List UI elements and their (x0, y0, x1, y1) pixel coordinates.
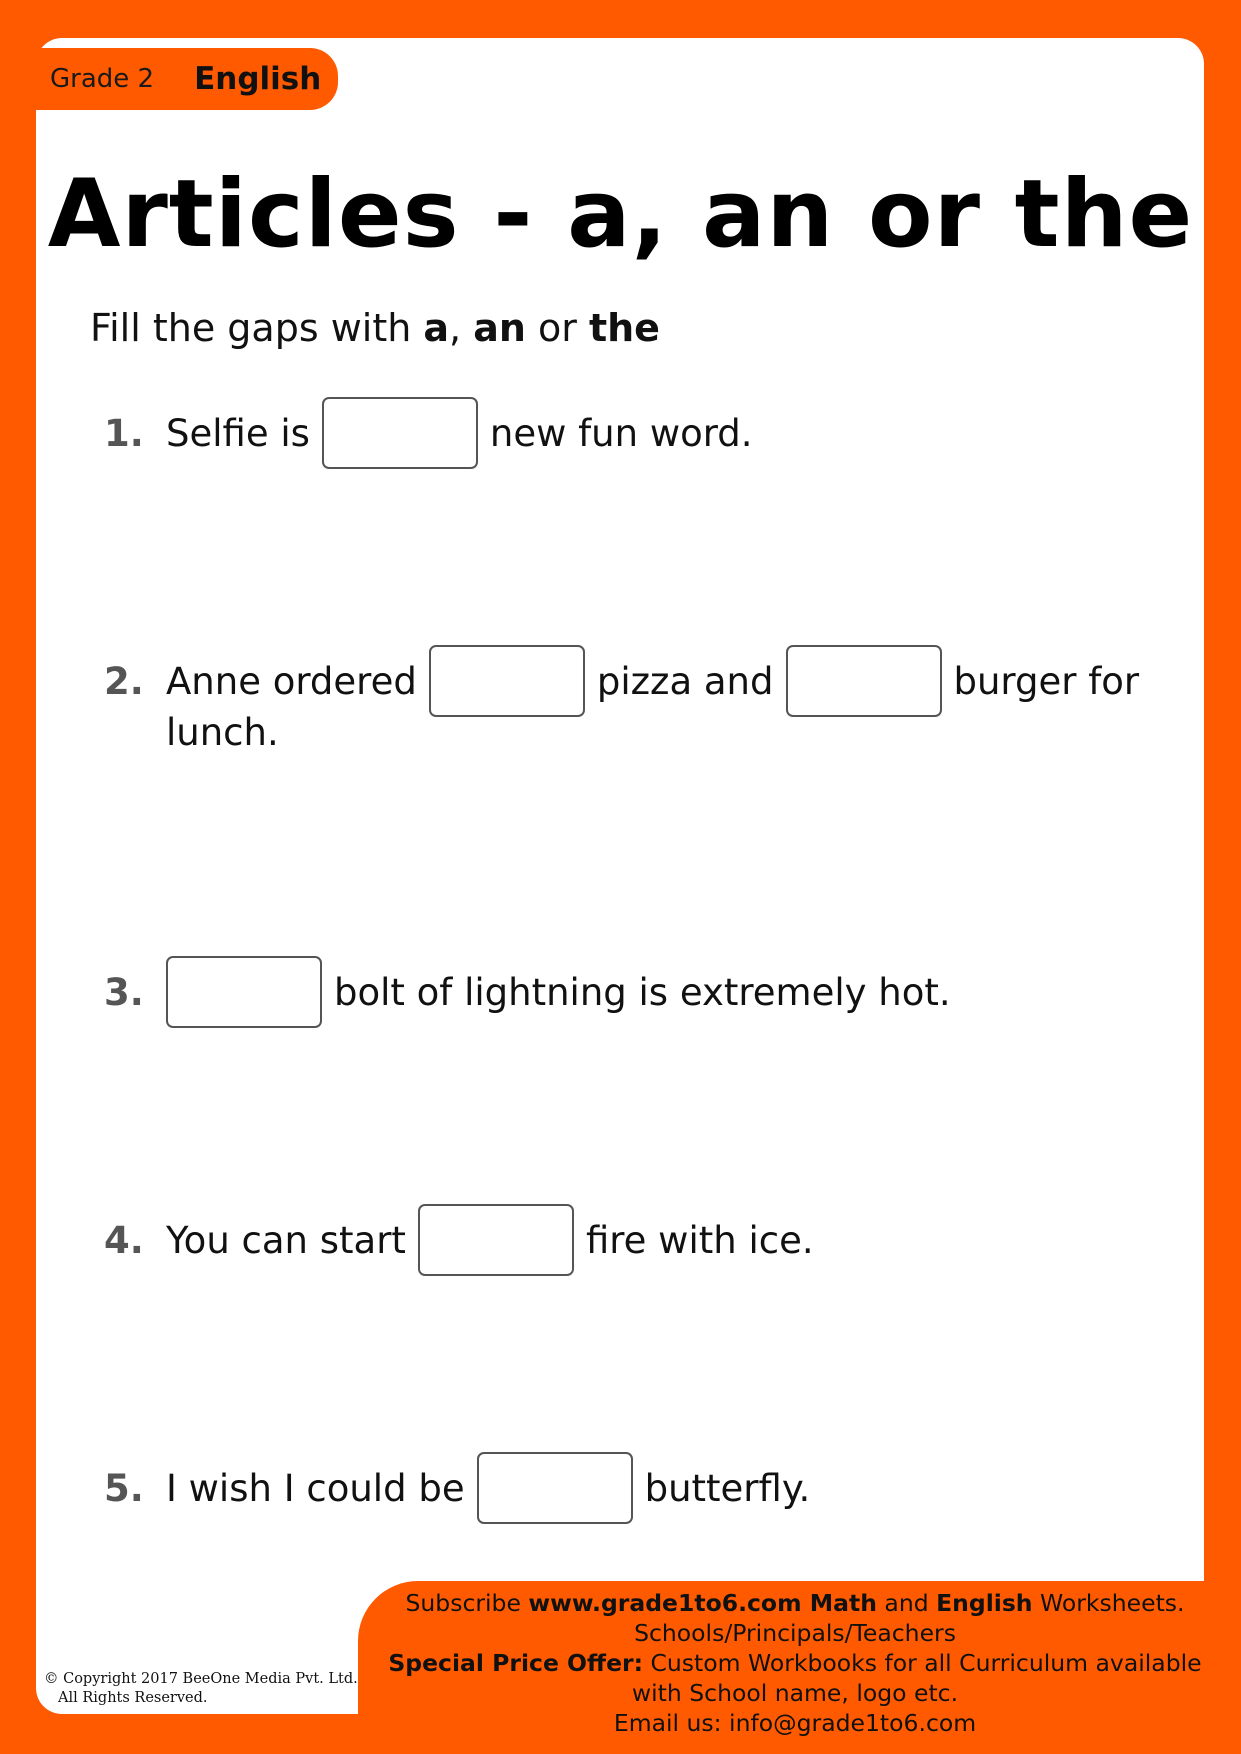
question-number: 1. (104, 411, 144, 455)
answer-blank[interactable] (477, 1452, 633, 1524)
answer-blank[interactable] (429, 645, 585, 717)
page-title: Articles - a, an or the (47, 160, 1194, 269)
footer-line-1 (380, 1588, 1210, 1618)
copyright-notice (44, 1670, 358, 1708)
question-text-after: fire with ice. (585, 1218, 814, 1262)
question-text-after: burger for (953, 659, 1140, 703)
question-text-before: I wish I could be (166, 1466, 465, 1510)
question-text-before: Anne ordered (166, 659, 417, 703)
instruction-a: a (423, 306, 450, 350)
instruction-comma: , (449, 306, 474, 350)
footer-english: English (936, 1589, 1033, 1617)
question-text-before: You can start (166, 1218, 406, 1262)
question-text-after: butterfly. (644, 1466, 811, 1510)
question-text-continuation: lunch. (166, 711, 279, 754)
footer-and: and (876, 1589, 937, 1617)
question-3 (104, 954, 951, 1030)
question-number: 2. (104, 659, 144, 703)
footer-worksheets: Worksheets. (1032, 1589, 1185, 1617)
footer-line-3 (380, 1648, 1210, 1678)
footer-line-2: Schools/Principals/Teachers (634, 1619, 956, 1647)
question-1 (104, 395, 753, 471)
footer-line-4: with School name, logo etc. (631, 1679, 959, 1707)
question-text-after: bolt of lightning is extremely hot. (334, 970, 951, 1014)
question-text-before: Selfie is (166, 411, 310, 455)
footer-offer-text: Custom Workbooks for all Curriculum available (643, 1649, 1202, 1677)
answer-blank[interactable] (418, 1204, 574, 1276)
answer-blank[interactable] (786, 645, 942, 717)
question-2 (104, 643, 1139, 754)
instruction-the: the (588, 306, 660, 350)
footer-site-link[interactable]: www.grade1to6.com Math (528, 1589, 877, 1617)
question-text-middle: pizza and (596, 659, 774, 703)
question-number: 5. (104, 1466, 144, 1510)
instruction-text (90, 306, 660, 350)
answer-blank[interactable] (322, 397, 478, 469)
question-4 (104, 1202, 814, 1278)
footer-offer-label: Special Price Offer: (388, 1649, 643, 1677)
answer-blank[interactable] (166, 956, 322, 1028)
footer-subscribe: Subscribe (405, 1589, 529, 1617)
question-5 (104, 1450, 810, 1526)
footer-email[interactable]: Email us: info@grade1to6.com (613, 1709, 977, 1737)
copyright-line-1: © Copyright 2017 BeeOne Media Pvt. Ltd. (44, 1671, 358, 1687)
grade-subject-tab (36, 48, 338, 110)
grade-label: Grade 2 (50, 64, 155, 94)
footer-text (380, 1588, 1210, 1738)
subject-label: English (194, 61, 322, 97)
question-text-after: new fun word. (489, 411, 753, 455)
copyright-line-2: All Rights Reserved. (58, 1690, 208, 1706)
instruction-an: an (473, 306, 526, 350)
question-number: 4. (104, 1218, 144, 1262)
instruction-or: or (525, 306, 589, 350)
question-number: 3. (104, 970, 144, 1014)
instruction-prefix: Fill the gaps with (90, 306, 424, 350)
